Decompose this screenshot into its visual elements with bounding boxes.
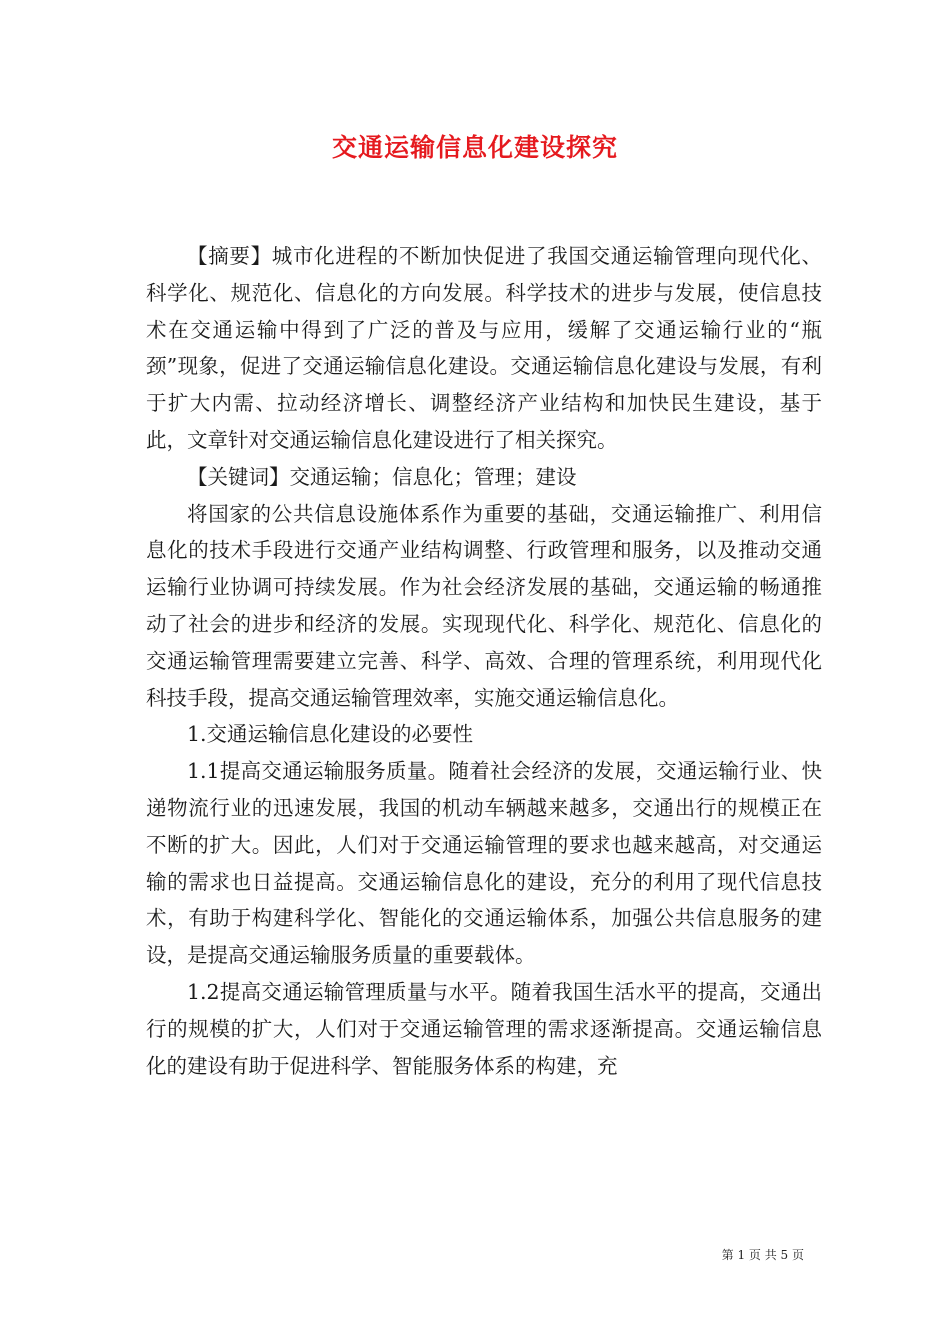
- document-body: [146, 238, 822, 1084]
- section-heading: 1.交通运输信息化建设的必要性: [187, 722, 474, 747]
- page-indicator: 第 1 页 共 5 页: [721, 1248, 804, 1262]
- section-1-2-paragraph: 1.2提高交通运输管理质量与水平。随着我国生活水平的提高，交通出行的规模的扩大，人们对于交通运输管理的需求逐渐提高。交通运输信息化的建设有助于促进科学、智能服务体系的构建，充: [146, 979, 822, 1078]
- intro-paragraph: 将国家的公共信息设施体系作为重要的基础，交通运输推广、利用信息化的技术手段进行交通产业结构调整、行政管理和服务，以及推动交通运输行业协调可持续发展。作为社会经济发展的基础，交通运输的畅通推动了社会的进步和经济的发展。实现现代化、科学化、规范化、信息化的交通运输管理需要建立完善、科学、高效、合理的管理系统，利用现代化科技手段，提高交通运输管理效率，实施交通运输信息化。: [146, 501, 822, 710]
- section-1-1-paragraph: 1.1提高交通运输服务质量。随着社会经济的发展，交通运输行业、快递物流行业的迅速发展，我国的机动车辆越来越多，交通出行的规模正在不断的扩大。因此，人们对于交通运输管理的要求也越来越高，对交通运输的需求也日益提高。交通运输信息化的建设，充分的利用了现代信息技术，有助于构建科学化、智能化的交通运输体系，加强公共信息服务的建设，是提高交通运输服务质量的重要载体。: [146, 759, 822, 968]
- abstract-paragraph: 【摘要】城市化进程的不断加快促进了我国交通运输管理向现代化、科学化、规范化、信息化的方向发展。科学技术的进步与发展，使信息技术在交通运输中得到了广泛的普及与应用，缓解了交通运输行业的“瓶颈”现象，促进了交通运输信息化建设。交通运输信息化建设与发展，有利于扩大内需、拉动经济增长、调整经济产业结构和加快民生建设，基于此，文章针对交通运输信息化建设进行了相关探究。: [146, 244, 822, 452]
- keywords-paragraph: 【关键词】交通运输；信息化；管理；建设: [187, 464, 577, 489]
- document-title: 交通运输信息化建设探究: [331, 133, 618, 162]
